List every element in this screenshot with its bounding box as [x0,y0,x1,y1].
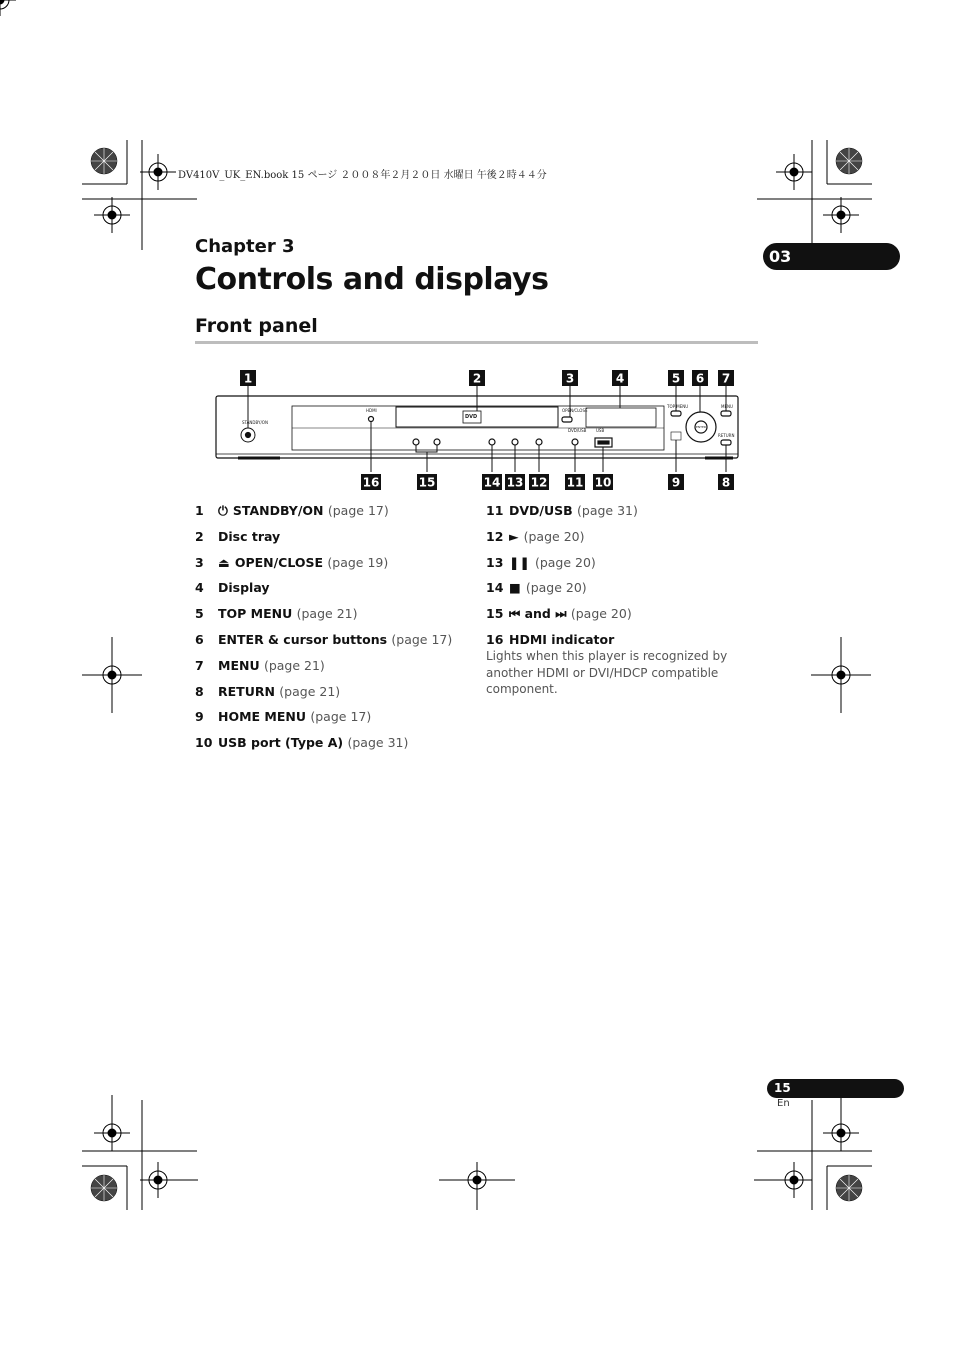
item-page-ref: (page 31) [347,735,409,751]
play-button [536,439,542,445]
item-symbol-icon: ⏏ [218,554,230,570]
item-number: 7 [195,657,204,673]
print-header: DV410V_UK_EN.book 15 ページ ２００８年２月２０日 水曜日 午後２時４４分 [178,170,547,181]
page-language: En [777,1098,790,1109]
item-label-text: ENTER & cursor buttons [218,632,388,647]
usb-text: USB [596,428,605,433]
return-text: RETURN [718,433,735,438]
callout-number [668,370,684,386]
callout-number [240,370,256,386]
item-number: 12 [486,528,504,544]
callout-number [529,474,549,490]
item-label-text: Display [218,580,270,596]
item-label-text: MENU [218,657,260,673]
item-number: 13 [486,554,504,570]
item-page-ref: (page 20) [534,554,596,570]
item-label [509,580,587,596]
item-page-ref: (page 17) [310,709,372,725]
svg-text:4: 4 [615,371,625,386]
item-label [218,735,408,751]
item-label [218,606,357,622]
item-label [509,632,614,648]
item-page-ref: (page 21) [279,683,341,699]
top-menu-button [671,411,681,416]
callout-number [417,474,437,490]
callouts-top [240,370,734,386]
return-button [721,440,731,445]
next-button [434,439,440,445]
item-page-ref: (page 19) [327,554,389,570]
callout-number [692,370,708,386]
item-label-text: OPEN/CLOSE [234,554,324,570]
open-close-button [562,417,572,422]
item-symbol-icon: ► [509,528,519,544]
item-number: 9 [195,709,204,725]
svg-text:12: 12 [530,475,548,490]
callout-number [505,474,525,490]
pause-button [512,439,518,445]
page-title: Controls and displays [195,262,549,297]
item-label [218,658,325,674]
item-label [218,684,340,700]
page-number-tab: 15 [767,1079,904,1098]
stop-button [489,439,495,445]
item-page-ref: (page 20) [523,528,585,544]
item-page-ref: (page 17) [327,503,389,518]
hdmi-text: HDMI [366,408,377,413]
item-label [218,503,389,519]
top-menu-text: TOP MENU [667,404,689,409]
item-label-text: HOME MENU [218,709,307,725]
callout-number [562,370,578,386]
callout-number [593,474,613,490]
callout-number [361,474,381,490]
svg-text:14: 14 [483,475,501,490]
item-label [218,529,280,545]
item-page-ref: (page 17) [391,632,453,647]
item-page-ref: (page 21) [263,657,325,673]
home-menu-button [671,432,681,440]
section-divider [195,341,758,344]
svg-text:9: 9 [671,475,681,490]
open-close-text: OPEN/CLOSE [562,408,588,413]
item-number: 16 [486,632,504,647]
enter-text: ENTER [696,425,706,429]
item-label-text: DVD/USB [509,503,573,518]
item-number: 4 [195,580,204,596]
item-label [218,555,388,571]
item-symbol-icon: ■ [509,580,521,596]
item-label-text: STANDBY/ON [232,503,324,518]
dvd-usb-text: DVD/USB [568,428,587,433]
item-page-ref: (page 31) [577,503,638,518]
menu-button [721,411,731,416]
svg-text:5: 5 [671,371,681,386]
item-label [509,503,638,519]
item-label-text: Disc tray [218,528,281,544]
item-number: 5 [195,606,204,622]
item-page-ref: (page 20) [525,580,587,596]
item-label [509,606,632,622]
callout-number [469,370,485,386]
callout-number [718,474,734,490]
dvd-usb-button [572,439,578,445]
callouts-bottom [361,474,734,490]
svg-text:7: 7 [721,371,731,386]
svg-text:8: 8 [721,475,731,490]
item-label-text: RETURN [218,683,275,699]
section-title: Front panel [195,315,318,337]
callout-number [718,370,734,386]
item-page-ref: (page 21) [296,606,358,622]
callout-number [565,474,585,490]
item-label-text: ⏮ and ⏭ [509,606,567,622]
callout-number [482,474,502,490]
svg-text:11: 11 [566,475,584,490]
svg-text:16: 16 [362,475,380,490]
callout-number [612,370,628,386]
item-number: 6 [195,632,204,647]
item-label [218,632,452,648]
svg-text:2: 2 [472,371,482,386]
svg-text:6: 6 [695,371,705,386]
item-number: 2 [195,528,204,544]
prev-button [413,439,419,445]
front-panel-figure [200,366,760,496]
item-number: 15 [486,606,504,622]
item-label [509,529,584,545]
item-number: 1 [195,503,204,518]
item-number: 11 [486,503,504,518]
item-label [509,555,596,571]
standby-text: STANDBY/ON [242,420,268,425]
item-page-ref: (page 20) [570,606,632,622]
item-number: 3 [195,554,204,570]
svg-text:15: 15 [418,475,436,490]
svg-text:1: 1 [243,371,253,386]
item-symbol-icon: ⏻ [218,503,228,518]
chapter-tab: 03 [763,243,900,270]
item16-description: Lights when this player is recognized by another HDMI or DVI/HDCP compatible component. [486,649,728,696]
svg-text:10: 10 [594,475,612,490]
chapter-label: Chapter 3 [195,236,295,257]
item-label [218,580,270,596]
item-label-text: TOP MENU [218,606,293,622]
item-label-text: USB port (Type A) [218,735,344,751]
item-number: 10 [195,735,213,751]
dvd-logo-text: DVD [465,414,478,420]
display-window [586,408,656,427]
item-number: 14 [486,580,504,596]
hdmi-indicator [369,417,374,422]
item-label [218,709,371,725]
svg-text:3: 3 [565,371,575,386]
svg-text:13: 13 [506,475,524,490]
item-number: 8 [195,683,204,699]
callout-number [668,474,684,490]
menu-text: MENU [721,404,733,409]
item-label-text: HDMI indicator [509,632,615,647]
item-symbol-icon: ❚❚ [509,554,530,570]
